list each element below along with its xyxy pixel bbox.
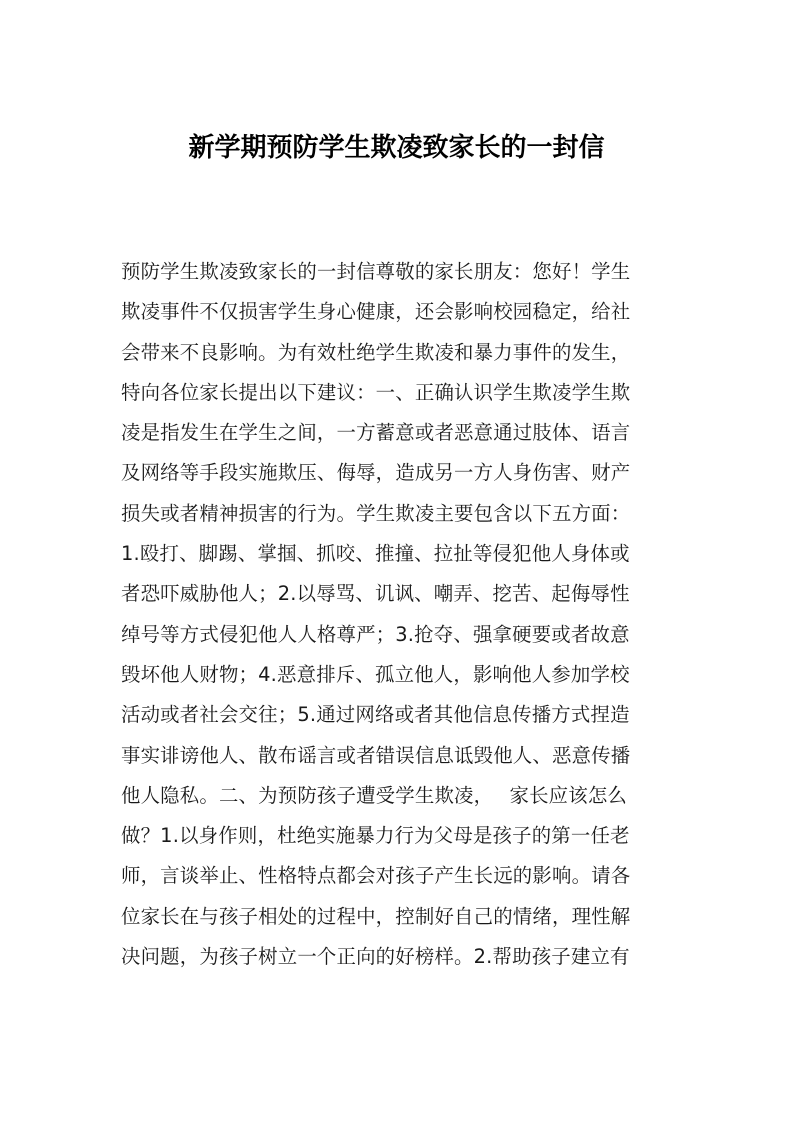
body-line: 做？1.以身作则，杜绝实施暴力行为父母是孩子的第一任老 xyxy=(121,824,630,848)
body-line: 损失或者精神损害的行为。学生欺凌主要包含以下五方面： xyxy=(121,501,631,525)
document-body xyxy=(121,252,677,977)
body-line: 特向各位家长提出以下建议：一、正确认识学生欺凌学生欺 xyxy=(121,380,631,404)
body-line: 凌是指发生在学生之间，一方蓄意或者恶意通过肢体、语言 xyxy=(121,421,631,445)
body-line: 绰号等方式侵犯他人人格尊严；3.抢夺、强拿硬要或者故意 xyxy=(121,622,630,646)
body-line: 活动或者社会交往；5.通过网络或者其他信息传播方式捏造 xyxy=(121,703,630,727)
body-line: 1.殴打、脚踢、掌掴、抓咬、推撞、拉扯等侵犯他人身体或 xyxy=(121,542,630,566)
body-line: 者恐吓威胁他人；2.以辱骂、讥讽、嘲弄、挖苦、起侮辱性 xyxy=(121,582,630,606)
body-line: 会带来不良影响。为有效杜绝学生欺凌和暴力事件的发生， xyxy=(121,340,631,364)
body-line: 欺凌事件不仅损害学生身心健康，还会影响校园稳定，给社 xyxy=(121,300,631,324)
body-line: 他人隐私。二、为预防孩子遭受学生欺凌， 家长应该怎么 xyxy=(121,783,628,807)
body-line: 位家长在与孩子相处的过程中，控制好自己的情绪，理性解 xyxy=(121,904,631,928)
body-line: 预防学生欺凌致家长的一封信尊敬的家长朋友：您好！学生 xyxy=(121,260,631,283)
body-line: 及网络等手段实施欺压、侮辱，造成另一方人身伤害、财产 xyxy=(121,461,631,485)
body-line: 师，言谈举止、性格特点都会对孩子产生长远的影响。请各 xyxy=(121,864,631,888)
body-line: 决问题，为孩子树立一个正向的好榜样。2.帮助孩子建立有 xyxy=(121,945,630,969)
body-line: 毁坏他人财物；4.恶意排斥、孤立他人，影响他人参加学校 xyxy=(121,662,630,686)
body-line: 事实诽谤他人、散布谣言或者错误信息诋毁他人、恶意传播 xyxy=(121,743,631,767)
document-title: 新学期预防学生欺凌致家长的一封信 xyxy=(188,133,605,163)
